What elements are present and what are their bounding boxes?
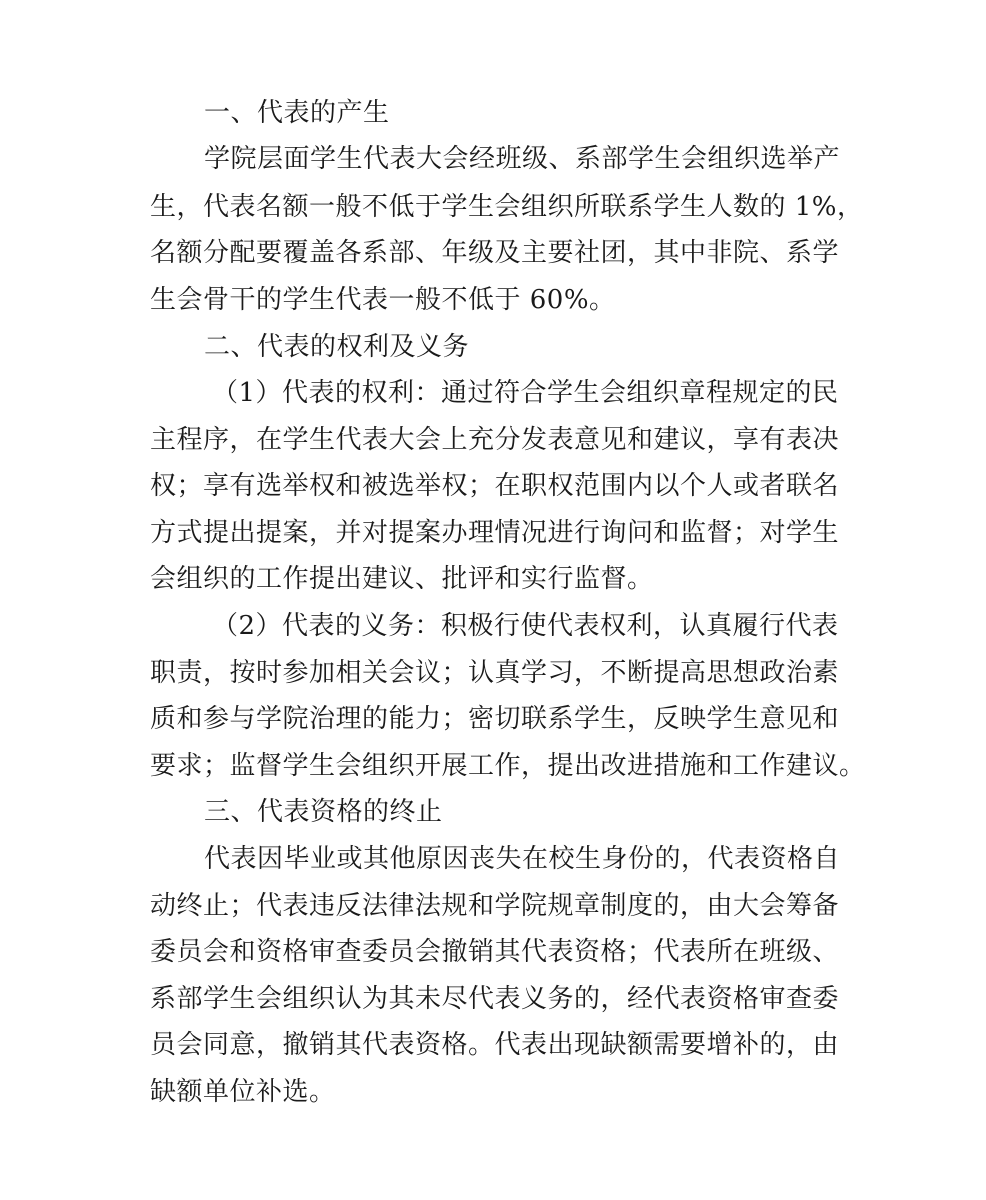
paragraph-line: 要求；监督学生会组织开展工作，提出改进措施和工作建议。 — [150, 751, 866, 781]
paragraph-line: 缺额单位补选。 — [150, 1077, 336, 1107]
paragraph-line: 委员会和资格审查委员会撤销其代表资格；代表所在班级、 — [150, 937, 840, 967]
paragraph-line: 职责，按时参加相关会议；认真学习，不断提高思想政治素 — [150, 658, 840, 688]
paragraph-line: 员会同意，撤销其代表资格。代表出现缺额需要增补的，由 — [150, 1030, 840, 1060]
paragraph-line: 动终止；代表违反法律法规和学院规章制度的，由大会筹备 — [150, 891, 840, 921]
paragraph-line: 会组织的工作提出建议、批评和实行监督。 — [150, 564, 654, 594]
paragraph-line: 系部学生会组织认为其未尽代表义务的，经代表资格审查委 — [150, 984, 840, 1014]
paragraph-line: 生，代表名额一般不低于学生会组织所联系学生人数的 1%， — [150, 192, 864, 222]
paragraph-line: 学院层面学生代表大会经班级、系部学生会组织选举产 — [204, 144, 841, 174]
section-heading-1: 一、代表的产生 — [204, 98, 390, 128]
section-heading-3: 三、代表资格的终止 — [204, 797, 443, 827]
paragraph-line: 主程序，在学生代表大会上充分发表意见和建议，享有表决 — [150, 425, 840, 455]
paragraph-line: （2）代表的义务：积极行使代表权利，认真履行代表 — [212, 611, 839, 641]
paragraph-line: 方式提出提案，并对提案办理情况进行询问和监督；对学生 — [150, 518, 840, 548]
paragraph-line: 代表因毕业或其他原因丧失在校生身份的，代表资格自 — [204, 844, 841, 874]
section-heading-2: 二、代表的权利及义务 — [204, 332, 470, 362]
paragraph-line: 生会骨干的学生代表一般不低于 60%。 — [150, 285, 616, 315]
paragraph-line: 质和参与学院治理的能力；密切联系学生，反映学生意见和 — [150, 704, 840, 734]
paragraph-line: （1）代表的权利：通过符合学生会组织章程规定的民 — [212, 378, 839, 408]
paragraph-line: 名额分配要覆盖各系部、年级及主要社团，其中非院、系学 — [150, 238, 840, 268]
paragraph-line: 权；享有选举权和被选举权；在职权范围内以个人或者联名 — [150, 471, 840, 501]
